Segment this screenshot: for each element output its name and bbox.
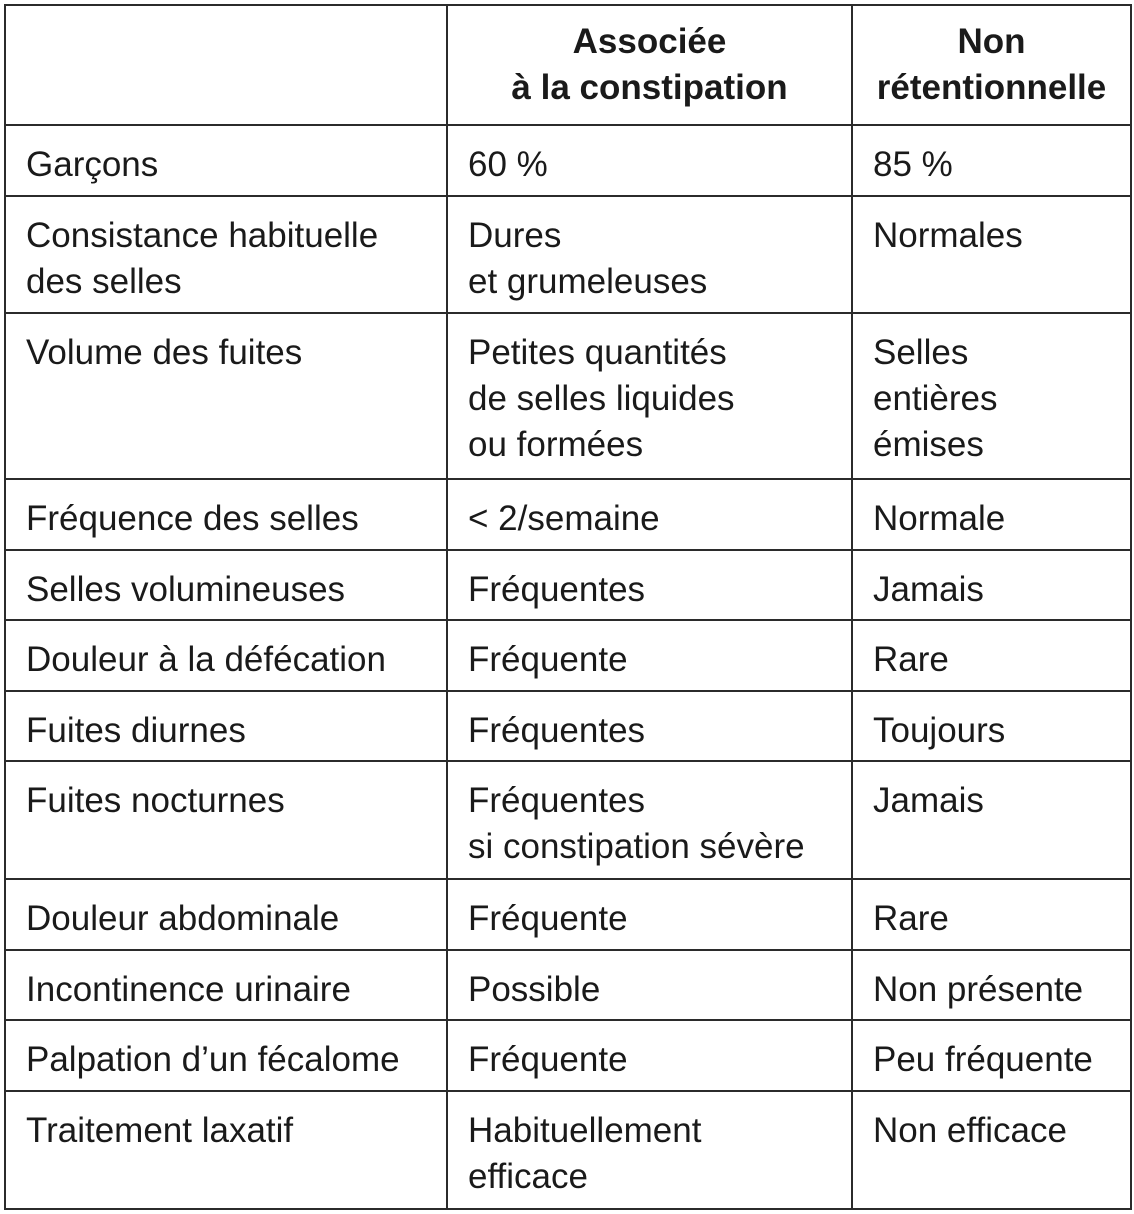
cell-line: Selles <box>873 333 969 372</box>
cell-content <box>468 480 851 542</box>
cell-constipation <box>447 1091 852 1209</box>
cell-constipation <box>447 691 852 761</box>
cell-content <box>26 551 446 613</box>
cell-non-retentionnelle <box>852 950 1131 1020</box>
cell-constipation <box>447 550 852 620</box>
cell-content <box>26 762 446 824</box>
cell-content <box>873 126 1130 188</box>
cell-line: 85 % <box>873 145 953 184</box>
cell-line: Non présente <box>873 970 1084 1009</box>
table-row <box>5 125 1131 196</box>
cell-content <box>468 621 851 683</box>
cell-line: Fréquentes <box>468 711 646 750</box>
table-row <box>5 879 1131 950</box>
cell-content <box>468 762 851 870</box>
cell-criterion <box>5 950 447 1020</box>
cell-content <box>468 197 851 305</box>
table-row <box>5 196 1131 313</box>
cell-content <box>468 1092 851 1200</box>
cell-content <box>26 692 446 754</box>
cell-line: Fréquente <box>468 899 628 938</box>
cell-line: Incontinence urinaire <box>26 970 351 1009</box>
cell-content <box>26 1092 446 1154</box>
header-cell-empty <box>5 5 447 125</box>
cell-constipation <box>447 950 852 1020</box>
cell-criterion <box>5 1020 447 1091</box>
cell-content <box>26 314 446 376</box>
cell-line: Normales <box>873 216 1023 255</box>
cell-constipation <box>447 196 852 313</box>
cell-content <box>468 951 851 1013</box>
cell-criterion <box>5 479 447 550</box>
cell-criterion <box>5 550 447 620</box>
table-row <box>5 1020 1131 1091</box>
cell-content <box>873 880 1130 942</box>
table-row <box>5 479 1131 550</box>
cell-line: Fréquence des selles <box>26 499 359 538</box>
cell-line: Volume des fuites <box>26 333 303 372</box>
cell-non-retentionnelle <box>852 313 1131 479</box>
cell-line: si constipation sévère <box>468 827 805 866</box>
table-row <box>5 313 1131 479</box>
cell-constipation <box>447 620 852 691</box>
cell-content <box>26 880 446 942</box>
table-row <box>5 691 1131 761</box>
header-line: rétentionnelle <box>876 68 1107 107</box>
cell-line: Palpation d’un fécalome <box>26 1040 400 1079</box>
cell-line: Jamais <box>873 570 984 609</box>
cell-line: Normale <box>873 499 1006 538</box>
cell-line: Fréquente <box>468 640 628 679</box>
table-row <box>5 950 1131 1020</box>
cell-line: Rare <box>873 640 949 679</box>
table-row <box>5 1091 1131 1209</box>
cell-content <box>26 621 446 683</box>
table-row <box>5 620 1131 691</box>
cell-line: Jamais <box>873 781 984 820</box>
header-line: à la constipation <box>511 68 788 107</box>
cell-content <box>873 480 1130 542</box>
cell-line: et grumeleuses <box>468 262 708 301</box>
cell-line: Habituellement <box>468 1111 702 1150</box>
cell-line: Fréquente <box>468 1040 628 1079</box>
cell-content <box>26 1021 446 1083</box>
cell-criterion <box>5 691 447 761</box>
cell-content <box>468 692 851 754</box>
cell-non-retentionnelle <box>852 761 1131 879</box>
cell-non-retentionnelle <box>852 196 1131 313</box>
cell-line: Possible <box>468 970 601 1009</box>
header-row <box>5 5 1131 125</box>
header-cell-non-retentionnelle <box>852 5 1131 125</box>
cell-criterion <box>5 879 447 950</box>
cell-non-retentionnelle <box>852 1020 1131 1091</box>
cell-content <box>26 126 446 188</box>
header-cell-constipation <box>447 5 852 125</box>
cell-content <box>468 551 851 613</box>
cell-line: Rare <box>873 899 949 938</box>
cell-content <box>26 480 446 542</box>
cell-non-retentionnelle <box>852 691 1131 761</box>
cell-non-retentionnelle <box>852 620 1131 691</box>
cell-line: Garçons <box>26 145 159 184</box>
table-row <box>5 761 1131 879</box>
cell-constipation <box>447 879 852 950</box>
table-row <box>5 550 1131 620</box>
cell-content <box>468 314 851 468</box>
cell-content <box>873 197 1130 259</box>
cell-constipation <box>447 1020 852 1091</box>
cell-line: des selles <box>26 262 182 301</box>
cell-non-retentionnelle <box>852 550 1131 620</box>
cell-content <box>873 762 1130 824</box>
header-line: Associée <box>572 22 727 61</box>
cell-criterion <box>5 196 447 313</box>
cell-line: efficace <box>468 1157 588 1196</box>
cell-non-retentionnelle <box>852 479 1131 550</box>
cell-content <box>873 314 1130 468</box>
cell-constipation <box>447 761 852 879</box>
cell-criterion <box>5 313 447 479</box>
cell-non-retentionnelle <box>852 1091 1131 1209</box>
cell-line: < 2/semaine <box>468 499 660 538</box>
cell-content <box>468 1021 851 1083</box>
header-line: Non <box>957 22 1026 61</box>
cell-line: Selles volumineuses <box>26 570 346 609</box>
cell-line: entières <box>873 379 998 418</box>
cell-content <box>468 880 851 942</box>
cell-content <box>873 1092 1130 1154</box>
cell-constipation <box>447 479 852 550</box>
cell-line: Peu fréquente <box>873 1040 1093 1079</box>
cell-line: Fuites diurnes <box>26 711 246 750</box>
cell-criterion <box>5 761 447 879</box>
cell-content <box>873 1021 1130 1083</box>
cell-line: Dures <box>468 216 562 255</box>
cell-line: Traitement laxatif <box>26 1111 294 1150</box>
cell-line: Fréquentes <box>468 781 646 820</box>
cell-line: de selles liquides <box>468 379 735 418</box>
cell-line: Consistance habituelle <box>26 216 379 255</box>
cell-content <box>873 621 1130 683</box>
comparison-table <box>4 4 1132 1210</box>
cell-line: émises <box>873 425 984 464</box>
cell-content <box>26 951 446 1013</box>
cell-criterion <box>5 1091 447 1209</box>
cell-constipation <box>447 313 852 479</box>
cell-line: Toujours <box>873 711 1006 750</box>
cell-line: Douleur à la défécation <box>26 640 386 679</box>
cell-criterion <box>5 125 447 196</box>
cell-constipation <box>447 125 852 196</box>
cell-line: Douleur abdominale <box>26 899 340 938</box>
cell-content <box>873 951 1130 1013</box>
cell-line: 60 % <box>468 145 548 184</box>
cell-content <box>468 126 851 188</box>
cell-content <box>873 551 1130 613</box>
cell-non-retentionnelle <box>852 879 1131 950</box>
cell-content <box>26 197 446 305</box>
cell-line: Fuites nocturnes <box>26 781 285 820</box>
cell-non-retentionnelle <box>852 125 1131 196</box>
table-body <box>5 125 1131 1209</box>
cell-line: Fréquentes <box>468 570 646 609</box>
cell-line: ou formées <box>468 425 644 464</box>
cell-line: Petites quantités <box>468 333 727 372</box>
cell-content <box>873 692 1130 754</box>
cell-criterion <box>5 620 447 691</box>
cell-line: Non efficace <box>873 1111 1067 1150</box>
